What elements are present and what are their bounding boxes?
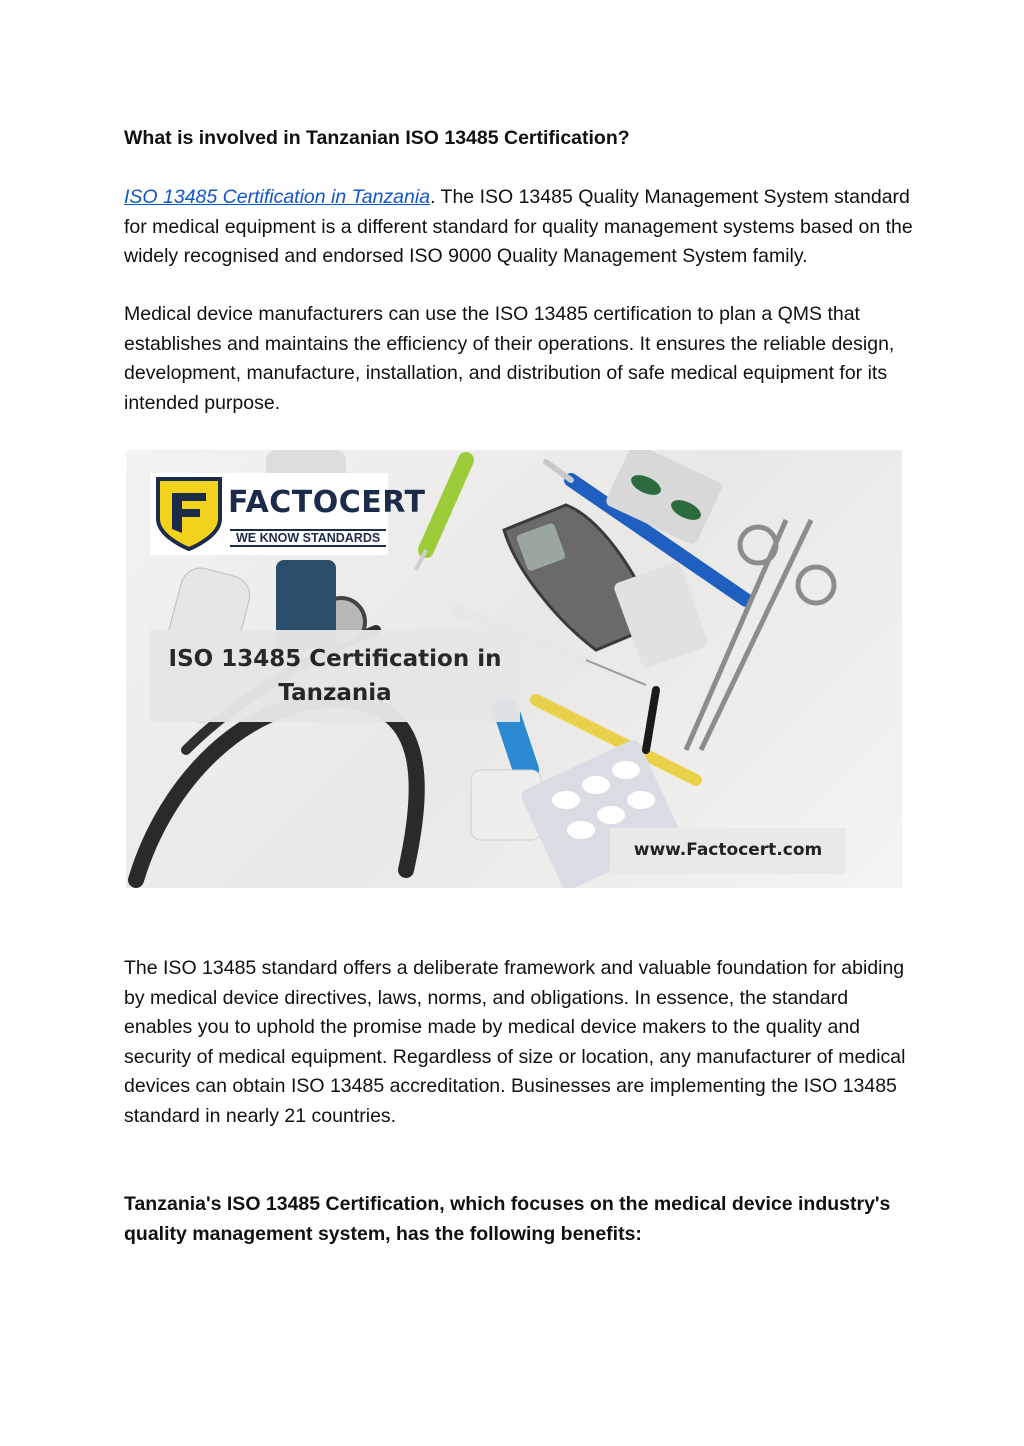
- image-url: www.Factocert.com: [633, 840, 823, 860]
- factocert-logo: [150, 473, 426, 555]
- image-url-box: [610, 828, 846, 874]
- benefits-heading: Tanzania's ISO 13485 Certification, which focuses on the medical device industry's quality management system, has the following benefits:: [124, 1193, 891, 1245]
- intro-text: . The ISO 13485 Quality Management System standard for medical equipment is a different standard for quality management systems based on the widely recognised and endorsed ISO 9000 Quality Management System family.: [124, 186, 913, 267]
- logo-name: FACTOCERT: [228, 485, 426, 520]
- iso-13485-tanzania-link[interactable]: ISO 13485 Certification in Tanzania: [124, 186, 431, 208]
- image-title: ISO 13485 Certification in Tanzania: [168, 646, 502, 706]
- image-title-box: [150, 630, 520, 722]
- qms-paragraph: Medical device manufacturers can use the ISO 13485 certification to plan a QMS that establishes and maintains the efficiency of their operations. It ensures the reliable design, development, manufacture, installation, and distribution of safe medical equipment for its intended purpose.: [124, 303, 895, 414]
- medical-equipment-image: [126, 450, 902, 888]
- standard-paragraph: The ISO 13485 standard offers a deliberate framework and valuable foundation for abiding by medical device directives, laws, norms, and obligations. In essence, the standard enables you to uphold the promise made by medical device makers to the quality and security of medical equipment. Regardless of size or location, any manufacturer of medical devices can obtain ISO 13485 accreditation. Businesses are implementing the ISO 13485 standard in nearly 21 countries.: [124, 957, 906, 1127]
- factocert-shield-icon: [154, 475, 224, 553]
- logo-tagline: WE KNOW STANDARDS: [230, 529, 386, 547]
- page-title: What is involved in Tanzanian ISO 13485 Certification?: [124, 127, 630, 149]
- intro-paragraph: [124, 183, 914, 272]
